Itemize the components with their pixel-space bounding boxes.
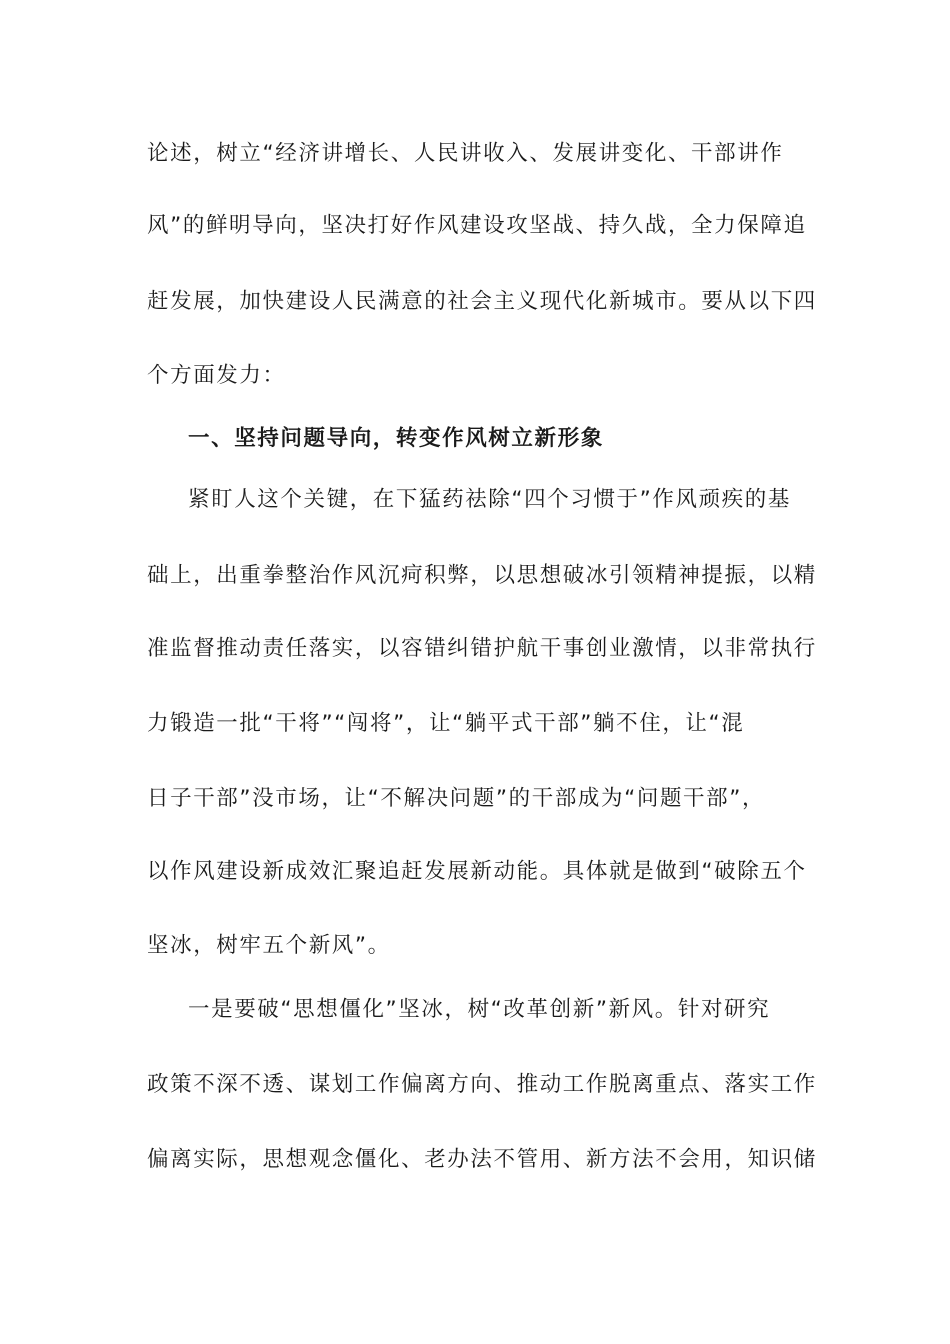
paragraph-line: 政策不深不透、谋划工作偏离方向、推动工作脱离重点、落实工作 [147,1072,817,1097]
paragraph-line: 力锻造一批“干将”“闯将”，让“躺平式干部”躺不住，让“混 [147,711,745,736]
paragraph-line: 赶发展，加快建设人民满意的社会主义现代化新城市。要从以下四 [147,289,817,314]
paragraph-line: 础上，出重拳整治作风沉疴积弊，以思想破冰引领精神提振，以精 [147,563,817,588]
paragraph-line: 日子干部”没市场，让“不解决问题”的干部成为“问题干部”， [147,786,766,811]
paragraph-line: 偏离实际，思想观念僵化、老办法不管用、新方法不会用，知识储 [147,1147,817,1172]
paragraph-line: 风”的鲜明导向，坚决打好作风建设攻坚战、持久战，全力保障追 [147,213,807,238]
paragraph-line: 论述，树立“经济讲增长、人民讲收入、发展讲变化、干部讲作 [147,141,784,166]
paragraph-line: 准监督推动责任落实，以容错纠错护航干事创业激情，以非常执行 [147,636,817,661]
paragraph-line: 坚冰，树牢五个新风”。 [147,933,391,958]
paragraph-line: 以作风建设新成效汇聚追赶发展新动能。具体就是做到“破除五个 [147,859,807,884]
section-heading: 一、坚持问题导向，转变作风树立新形象 [188,426,604,451]
paragraph-line: 紧盯人这个关键，在下猛药祛除“四个习惯于”作风顽疾的基 [188,487,791,512]
paragraph-line: 个方面发力： [147,363,286,388]
paragraph-line: 一是要破“思想僵化”坚冰，树“改革创新”新风。针对研究 [188,997,771,1022]
